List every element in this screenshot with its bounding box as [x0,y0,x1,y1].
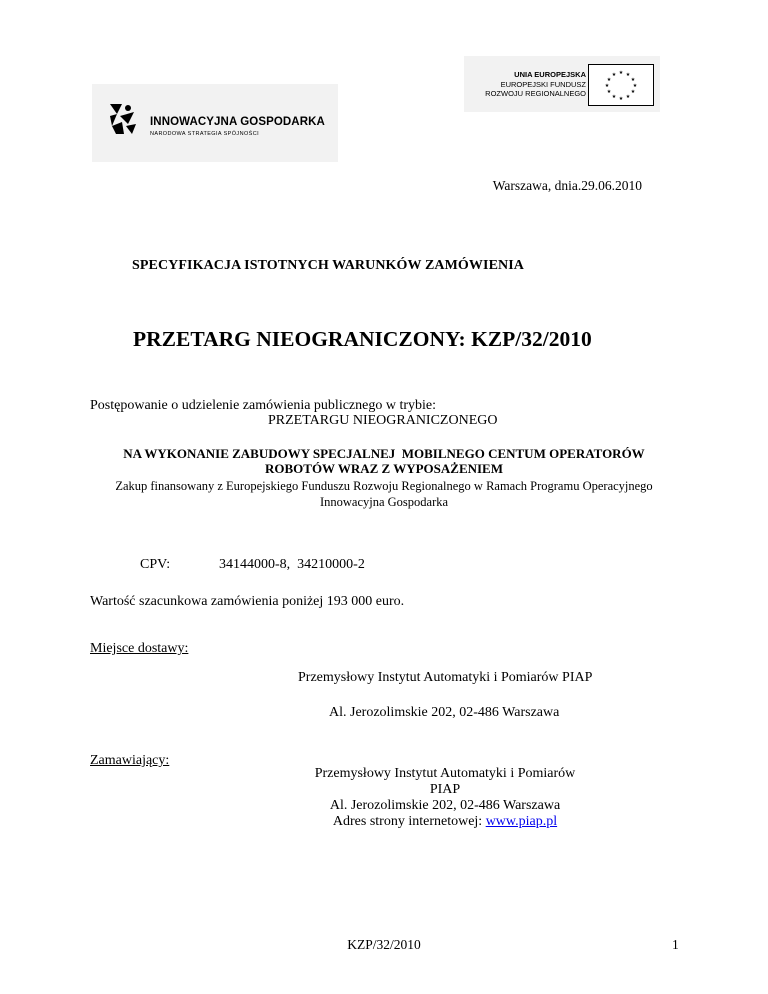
website-line [298,814,592,830]
estimated-value-note: Wartość szacunkowa zamówienia poniżej 193 000 euro. [90,594,405,609]
eu-line-3: ROZWOJU REGIONALNEGO [485,89,586,98]
svg-text:★: ★ [625,94,631,100]
client-address: Al. Jerozolimskie 202, 02-486 Warszawa [329,798,561,813]
website-label: Adres strony internetowej: [332,814,486,829]
delivery-address: Al. Jerozolimskie 202, 02-486 Warszawa [329,705,560,720]
subject-heading [0,446,768,476]
innowacyjna-title: INNOWACYJNA GOSPODARKA [150,116,325,128]
svg-text:★: ★ [630,89,636,95]
funding-line-2: Innowacyjna Gospodarka [319,495,449,509]
eu-line-2: EUROPEJSKI FUNDUSZ [500,79,586,89]
eu-line-1: UNIA EUROPEJSKA [514,70,586,79]
document-date: Warszawa, dnia.29.06.2010 [492,178,642,193]
svg-text:★: ★ [606,77,612,83]
funding-note [0,478,768,510]
cpv-label: CPV: [140,557,171,572]
cpv-codes: 34144000-8, 34210000-2 [219,557,365,572]
svg-text:★: ★ [625,72,631,78]
procedure-line-2: PRZETARGU NIEOGRANICZONEGO [268,413,498,428]
svg-text:★: ★ [632,83,638,89]
svg-text:★: ★ [630,77,636,83]
funding-line-1: Zakup finansowany z Europejskiego Funduszu Rozwoju Regionalnego w Ramach Programu Operacyjnego [115,479,653,493]
svg-text:★: ★ [604,83,610,89]
innowacyjna-gospodarka-logo [92,84,338,162]
svg-text:★: ★ [611,72,617,78]
delivery-institution: Przemysłowy Instytut Automatyki i Pomiarów PIAP [298,670,593,685]
eu-flag-icon [588,64,654,106]
client-block [298,766,592,830]
svg-text:★: ★ [611,94,617,100]
delivery-place-label: Miejsce dostawy: [90,641,189,656]
subject-line-1: NA WYKONANIE ZABUDOWY SPECJALNEJ MOBILNEGO CENTUM OPERATORÓW [123,446,645,461]
svg-text:★: ★ [618,70,624,76]
client-institution: Przemysłowy Instytut Automatyki i Pomiarów PIAP [314,766,576,797]
page-number: 1 [672,937,679,952]
footer-code: KZP/32/2010 [347,937,421,952]
eu-logo-text [485,70,586,99]
eu-fund-logo [464,56,660,112]
procedure-line-1: Postępowanie o udzielenie zamówienia publicznego w trybie: [90,398,437,413]
spec-title: SPECYFIKACJA ISTOTNYCH WARUNKÓW ZAMÓWIENIA [132,258,524,273]
website-link[interactable]: www.piap.pl [485,814,558,829]
tender-title: PRZETARG NIEOGRANICZONY: KZP/32/2010 [133,327,592,351]
client-label: Zamawiający: [90,753,170,768]
figure-emblem-icon [108,102,138,136]
svg-text:★: ★ [606,89,612,95]
innowacyjna-subtitle: NARODOWA STRATEGIA SPÓJNOŚCI [150,131,259,137]
svg-text:★: ★ [618,96,624,102]
subject-line-2: ROBOTÓW WRAZ Z WYPOSAŻENIEM [264,461,504,476]
